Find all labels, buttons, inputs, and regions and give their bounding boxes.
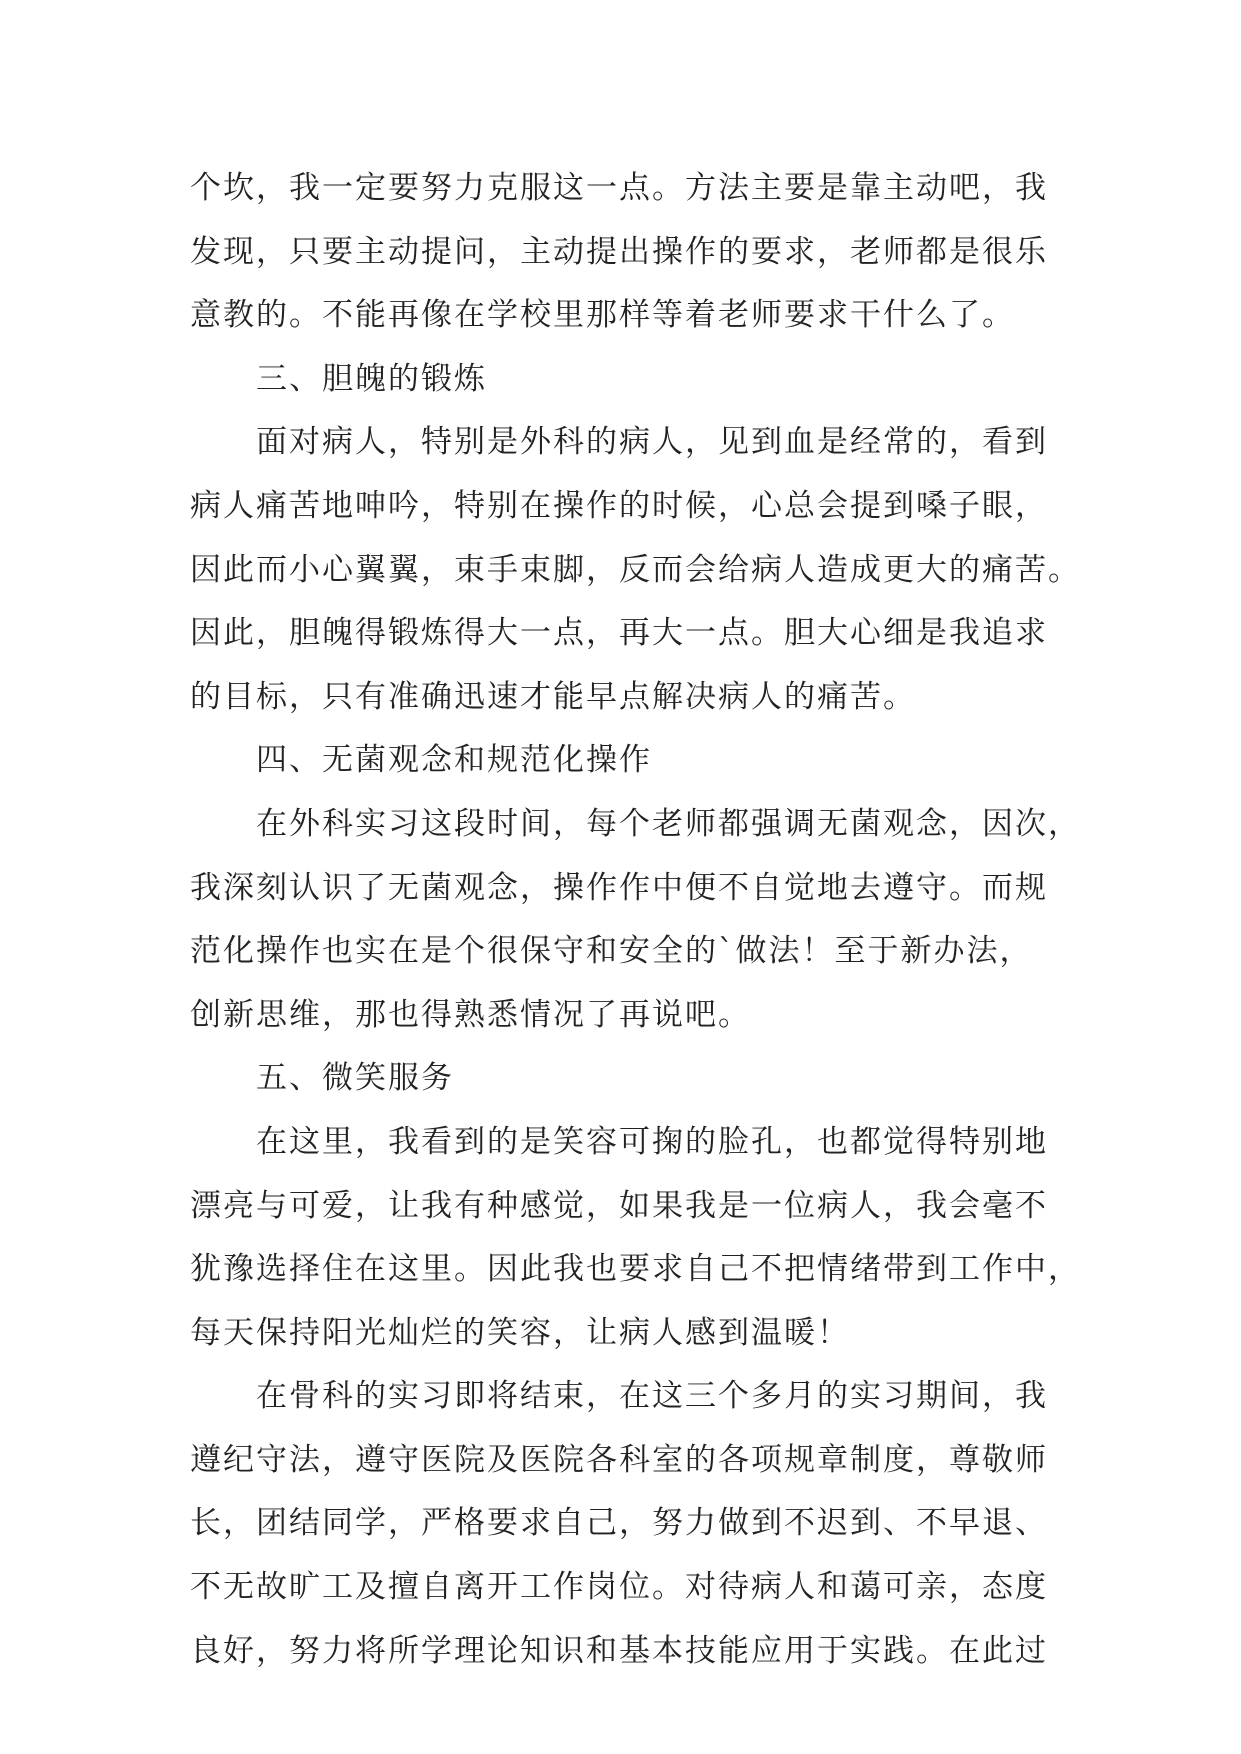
text-line: 发现，只要主动提问，主动提出操作的要求，老师都是很乐	[190, 233, 1048, 270]
text-line: 在这里，我看到的是笑容可掬的脸孔，也都觉得特别地	[256, 1123, 1048, 1160]
text-line: 每天保持阳光灿烂的笑容，让病人感到温暖！	[190, 1314, 850, 1351]
text-line: 我深刻认识了无菌观念，操作作中便不自觉地去遵守。而规	[190, 869, 1048, 906]
text-line: 面对病人，特别是外科的病人，见到血是经常的，看到	[256, 424, 1048, 461]
text-line: 漂亮与可爱，让我有种感觉，如果我是一位病人，我会毫不	[190, 1187, 1048, 1224]
text-line: 意教的。不能再像在学校里那样等着老师要求干什么了。	[190, 297, 1015, 334]
section-heading: 五、微笑服务	[256, 1060, 454, 1097]
section-heading: 三、胆魄的锻炼	[256, 360, 487, 397]
text-line: 在外科实习这段时间，每个老师都强调无菌观念，因次，	[256, 805, 1081, 842]
text-line: 在骨科的实习即将结束，在这三个多月的实习期间，我	[256, 1378, 1048, 1415]
text-line: 病人痛苦地呻吟，特别在操作的时候，心总会提到嗓子眼，	[190, 487, 1048, 524]
document-body	[190, 157, 1081, 1683]
text-line: 因此，胆魄得锻炼得大一点，再大一点。胆大心细是我追求	[190, 615, 1048, 652]
text-line: 个坎，我一定要努力克服这一点。方法主要是靠主动吧，我	[190, 170, 1048, 206]
text-line: 创新思维，那也得熟悉情况了再说吧。	[190, 996, 751, 1033]
text-line: 不无故旷工及擅自离开工作岗位。对待病人和蔼可亲，态度	[190, 1569, 1048, 1606]
section-heading: 四、无菌观念和规范化操作	[256, 742, 652, 779]
text-line: 良好，努力将所学理论知识和基本技能应用于实践。在此过	[190, 1632, 1048, 1669]
text-line: 范化操作也实在是个很保守和安全的`做法！至于新办法，	[190, 933, 1033, 970]
text-line: 犹豫选择住在这里。因此我也要求自己不把情绪带到工作中，	[190, 1251, 1081, 1288]
text-line: 的目标，只有准确迅速才能早点解决病人的痛苦。	[190, 678, 916, 715]
text-line: 长，团结同学，严格要求自己，努力做到不迟到、不早退、	[190, 1505, 1048, 1542]
text-line: 遵纪守法，遵守医院及医院各科室的各项规章制度，尊敬师	[190, 1441, 1048, 1478]
text-line: 因此而小心翼翼，束手束脚，反而会给病人造成更大的痛苦。	[190, 551, 1081, 588]
